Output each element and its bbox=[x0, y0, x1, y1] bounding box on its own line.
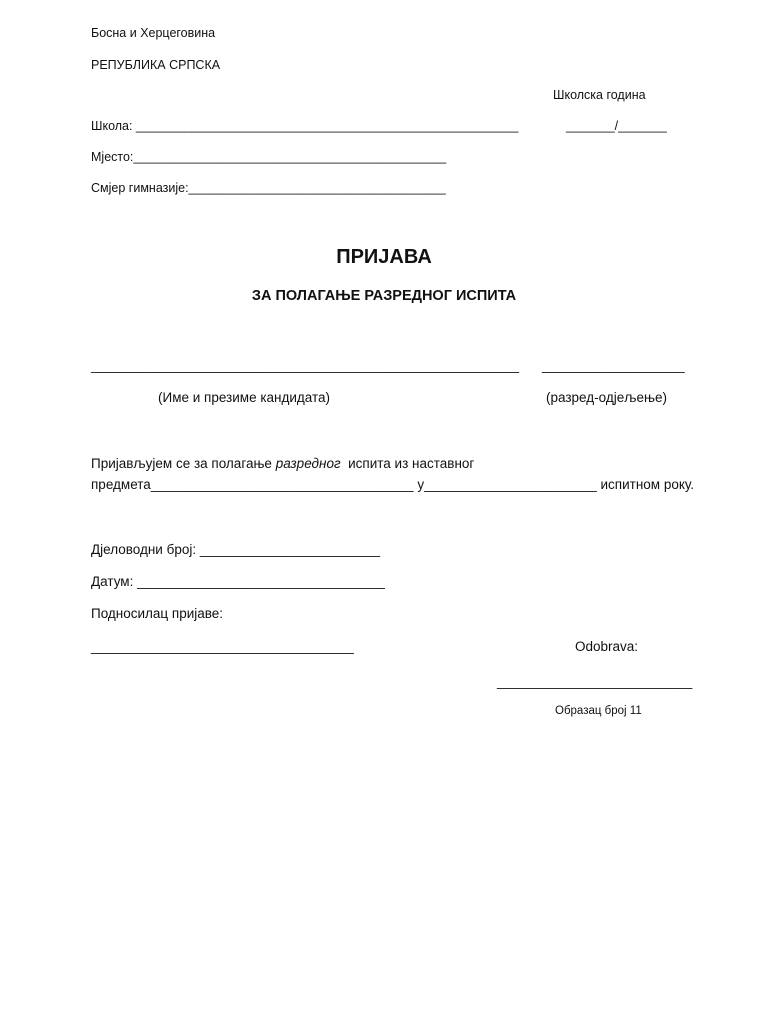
candidate-name-line: _________________________________________________________ bbox=[91, 358, 519, 373]
statement-line-2: предмета___________________________________ у_______________________ испитном року. bbox=[91, 477, 695, 492]
document-subtitle: ЗА ПОЛАГАЊЕ РАЗРЕДНОГ ИСПИТА bbox=[251, 288, 517, 304]
school-year-field: _______/_______ bbox=[566, 119, 667, 133]
candidate-class-line: ___________________ bbox=[542, 358, 685, 373]
candidate-name-caption: (Име и презиме кандидата) bbox=[158, 390, 331, 405]
statement-prefix: Пријављујем се за полагање bbox=[91, 456, 276, 471]
country-name: Босна и Херцеговина bbox=[91, 26, 216, 40]
date-field: Датум: _________________________________ bbox=[91, 574, 385, 589]
direction-field: Смјер гимназије:_____________________________________ bbox=[91, 181, 446, 195]
statement-line-1 bbox=[91, 457, 474, 471]
statement-italic-word: разредног bbox=[275, 456, 341, 471]
form-number: Образац број 11 bbox=[555, 705, 642, 717]
applicant-signature-line: ___________________________________ bbox=[91, 639, 354, 654]
place-field: Мјесто:_____________________________________________ bbox=[91, 150, 447, 164]
school-year-label: Школска година bbox=[553, 88, 646, 102]
approves-label: Odobrava: bbox=[575, 639, 639, 654]
applicant-label: Подносилац пријаве: bbox=[91, 606, 224, 621]
approves-signature-line: __________________________ bbox=[497, 674, 693, 689]
candidate-class-caption: (разред-одјељење) bbox=[546, 390, 667, 405]
republic-name: РЕПУБЛИКА СРПСКА bbox=[91, 58, 221, 72]
document-title: ПРИЈАВА bbox=[336, 246, 432, 268]
file-number-field: Дјеловодни број: ________________________ bbox=[91, 542, 381, 557]
school-field: Школа: _______________________________________________________ bbox=[91, 119, 519, 133]
statement-suffix: испита из наставног bbox=[340, 456, 475, 471]
